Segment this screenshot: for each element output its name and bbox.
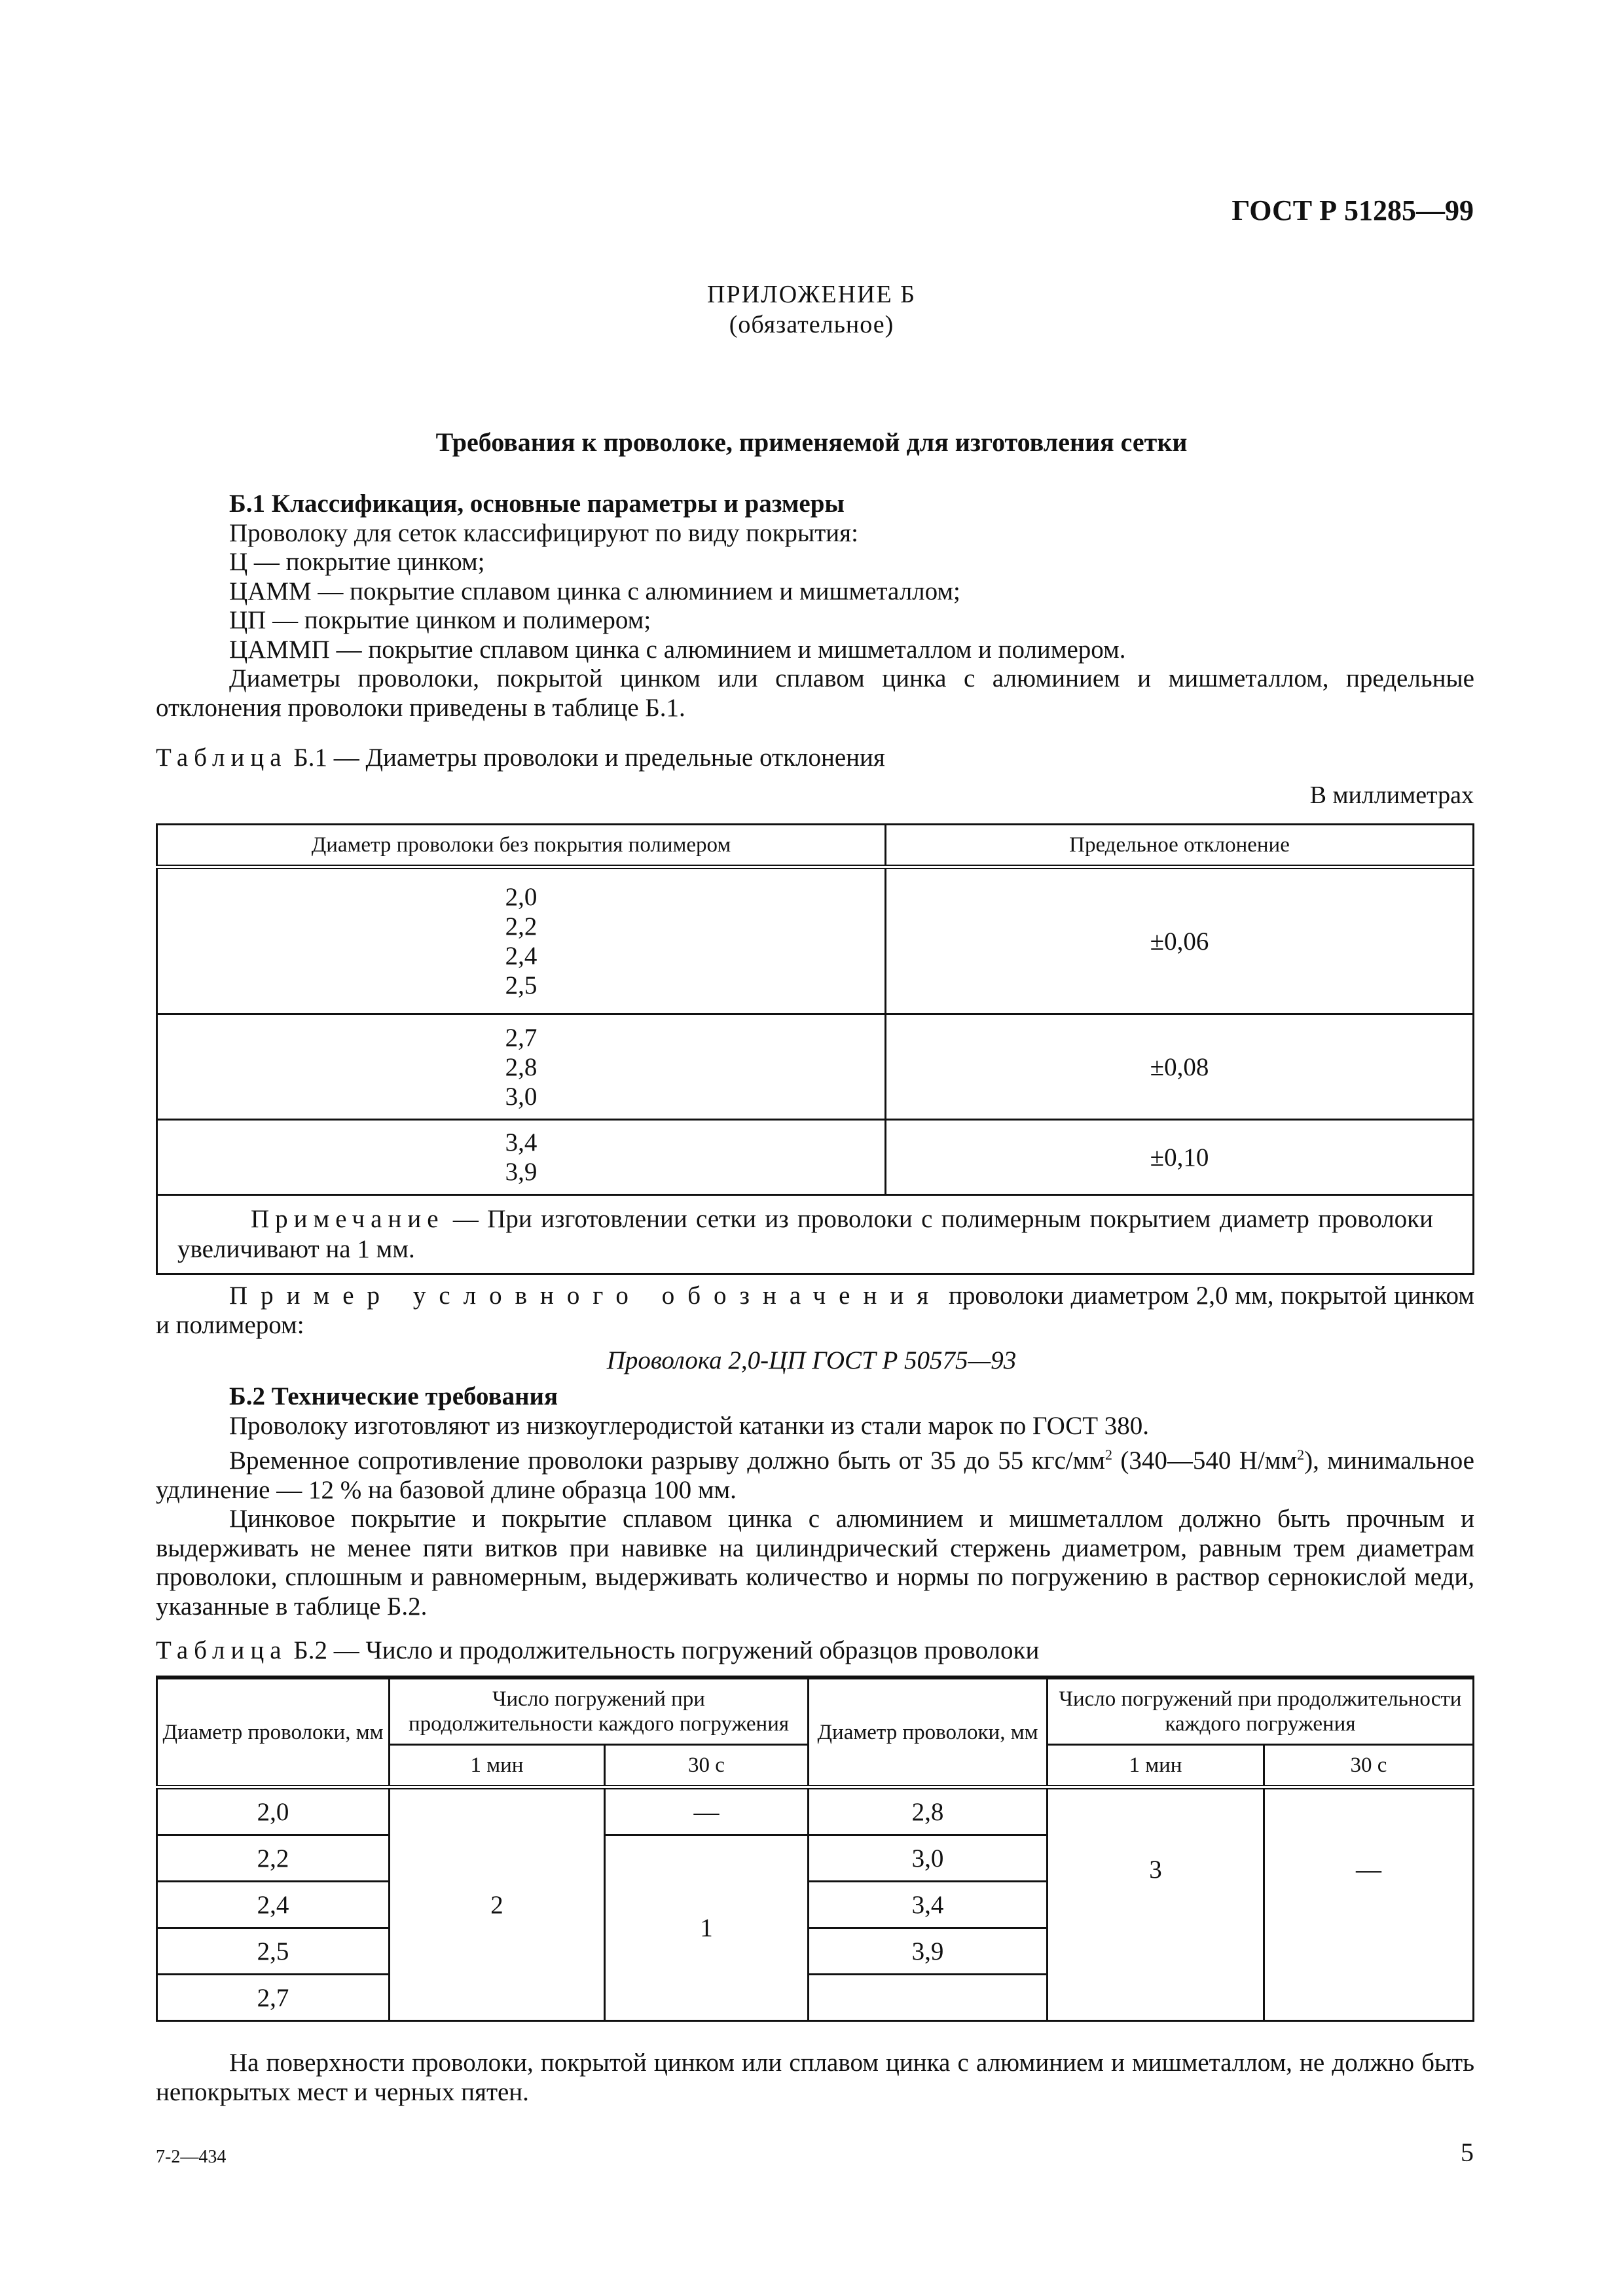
- dips-1min-cell: 3: [1048, 1787, 1264, 2021]
- table-row: [157, 1014, 1474, 1120]
- diameter-cell: [157, 1120, 886, 1195]
- b2-text: (340—540 Н/мм: [1112, 1446, 1298, 1475]
- diameter-cell: [157, 1014, 886, 1120]
- table2-caption-lead: Таблица: [156, 1636, 287, 1664]
- b1-line: Ц — покрытие цинком;: [229, 548, 485, 576]
- diameter-value: 2,8: [505, 1052, 538, 1081]
- appendix-title: ПРИЛОЖЕНИЕ Б: [707, 281, 916, 308]
- table1-caption: [156, 744, 1474, 773]
- table-note-row: [157, 1195, 1474, 1274]
- header-1min: 1 мин: [1048, 1745, 1264, 1787]
- b1-line: ЦАММП — покрытие сплавом цинка с алюминием и мишметаллом и полимером.: [229, 635, 1126, 664]
- table1-caption-lead: Таблица: [156, 744, 287, 772]
- print-code: 7-2—434: [156, 2147, 227, 2167]
- example-designation: Проволока 2,0-ЦП ГОСТ Р 50575—93: [606, 1346, 1017, 1374]
- diameter-cell: 2,5: [157, 1928, 390, 1975]
- diameter-value: 2,4: [505, 942, 538, 970]
- example-block: [156, 1282, 1474, 1340]
- diameter-value: 3,4: [505, 1128, 538, 1157]
- header-diameter-left: Диаметр проволоки, мм: [157, 1677, 390, 1787]
- section-b1: [156, 490, 1474, 723]
- table1-units: В миллиметрах: [1309, 781, 1474, 809]
- deviation-cell: ±0,08: [886, 1014, 1474, 1120]
- deviation-cell: ±0,06: [886, 867, 1474, 1014]
- superscript: 2: [1105, 1446, 1112, 1463]
- empty-cell: [809, 1975, 1048, 2021]
- table2-caption: [156, 1636, 1474, 1666]
- diameter-cell: 3,4: [809, 1882, 1048, 1928]
- section-b1-heading: Б.1 Классификация, основные параметры и размеры: [229, 490, 845, 518]
- header-diameter: Диаметр проволоки без покрытия полимером: [157, 825, 886, 867]
- b2-paragraph: [156, 1441, 1474, 1505]
- example-text: [156, 1282, 1474, 1340]
- diameter-cell: 2,7: [157, 1975, 390, 2021]
- dips-1min-cell: 2: [390, 1787, 605, 2021]
- b1-line: Проволоку для сеток классифицируют по виду покрытия:: [229, 518, 858, 547]
- header-deviation: Предельное отклонение: [886, 825, 1474, 867]
- b1-line: ЦАММ — покрытие сплавом цинка с алюминием и мишметаллом;: [229, 577, 960, 605]
- diameter-cell: 3,9: [809, 1928, 1048, 1975]
- b2-text: ), минимальное удлинение — 12 % на базовой длине образца 100 мм.: [156, 1446, 1474, 1504]
- note-lead: Примечание: [251, 1205, 445, 1233]
- diameter-cell: 2,2: [157, 1835, 390, 1882]
- table-row: [157, 1787, 1474, 1835]
- dips-30s-cell: —: [605, 1787, 809, 1835]
- note-text: — При изготовлении сетки из проволоки с полимерным покрытием диаметр проволоки увеличивают на 1 мм.: [177, 1205, 1433, 1263]
- page-number: 5: [1461, 2138, 1474, 2167]
- diameter-value: 2,2: [505, 912, 538, 941]
- table-b2: [156, 1676, 1474, 2022]
- main-title: Требования к проволоке, применяемой для изготовления сетки: [435, 427, 1188, 457]
- diameter-value: 2,5: [505, 971, 538, 999]
- diameter-cell: 2,8: [809, 1787, 1048, 1835]
- table-header-row: [157, 1677, 1474, 1745]
- b2-paragraph: Цинковое покрытие и покрытие сплавом цинка с алюминием и мишметаллом должно быть прочным и выдерживать не менее пяти витков при навивке на цилиндрический стержень диаметром, равным трем диаметрам проволоки, сплошным и равномерным, выдерживать количество и нормы по погружению в раствор сернокислой меди, указанные в таблице Б.2.: [156, 1505, 1474, 1621]
- table1-caption-text: Б.1 — Диаметры проволоки и предельные отклонения: [287, 744, 885, 772]
- table-header-row: [157, 825, 1474, 867]
- table2-caption-text: Б.2 — Число и продолжительность погружений образцов проволоки: [287, 1636, 1040, 1664]
- diameter-value: 2,0: [505, 883, 538, 911]
- table-b1: [156, 823, 1474, 1275]
- dips-30s-cell: 1: [605, 1835, 809, 2021]
- b2-paragraph: Проволоку изготовляют из низкоуглеродистой катанки из стали марок по ГОСТ 380.: [229, 1411, 1150, 1440]
- section-b2: [156, 1382, 1474, 1621]
- diameter-value: 2,7: [505, 1023, 538, 1052]
- header-diameter-right: Диаметр проволоки, мм: [809, 1677, 1048, 1787]
- b2-text: Временное сопротивление проволоки разрыву должно быть от 35 до 55 кгс/мм: [229, 1446, 1105, 1475]
- example-lead: Пример условного обозначения: [229, 1282, 942, 1310]
- table-row: [157, 1120, 1474, 1195]
- example-rest: проволоки диаметром 2,0 мм, покрытой цинком и полимером:: [156, 1282, 1474, 1339]
- deviation-cell: ±0,10: [886, 1120, 1474, 1195]
- b1-paragraph: Диаметры проволоки, покрытой цинком или сплавом цинка с алюминием и мишметаллом, предельные отклонения проволоки приведены в таблице Б.1.: [156, 664, 1474, 722]
- diameter-value: 3,9: [505, 1158, 538, 1186]
- header-1min: 1 мин: [390, 1745, 605, 1787]
- standard-code: ГОСТ Р 51285—99: [1231, 194, 1474, 226]
- dips-30s-cell: —: [1264, 1787, 1474, 2021]
- header-30s: 30 с: [1264, 1745, 1474, 1787]
- closing-paragraph: [156, 2049, 1474, 2107]
- diameter-cell: 3,0: [809, 1835, 1048, 1882]
- superscript: 2: [1297, 1446, 1305, 1463]
- b1-line: ЦП — покрытие цинком и полимером;: [229, 606, 651, 634]
- closing-text: На поверхности проволоки, покрытой цинком или сплавом цинка с алюминием и мишметаллом, не должно быть непокрытых мест и черных пятен.: [156, 2049, 1474, 2106]
- appendix-subtitle: (обязательное): [729, 311, 894, 338]
- table-row: [157, 867, 1474, 1014]
- diameter-cell: [157, 867, 886, 1014]
- header-dips-left: Число погружений при продолжительности каждого погружения: [390, 1677, 809, 1745]
- diameter-value: 3,0: [505, 1082, 538, 1111]
- diameter-cell: 2,4: [157, 1882, 390, 1928]
- header-dips-right: Число погружений при продолжительности каждого погружения: [1048, 1677, 1474, 1745]
- diameter-cell: 2,0: [157, 1787, 390, 1835]
- table-note: [157, 1195, 1474, 1274]
- section-b2-heading: Б.2 Технические требования: [229, 1382, 558, 1410]
- header-30s: 30 с: [605, 1745, 809, 1787]
